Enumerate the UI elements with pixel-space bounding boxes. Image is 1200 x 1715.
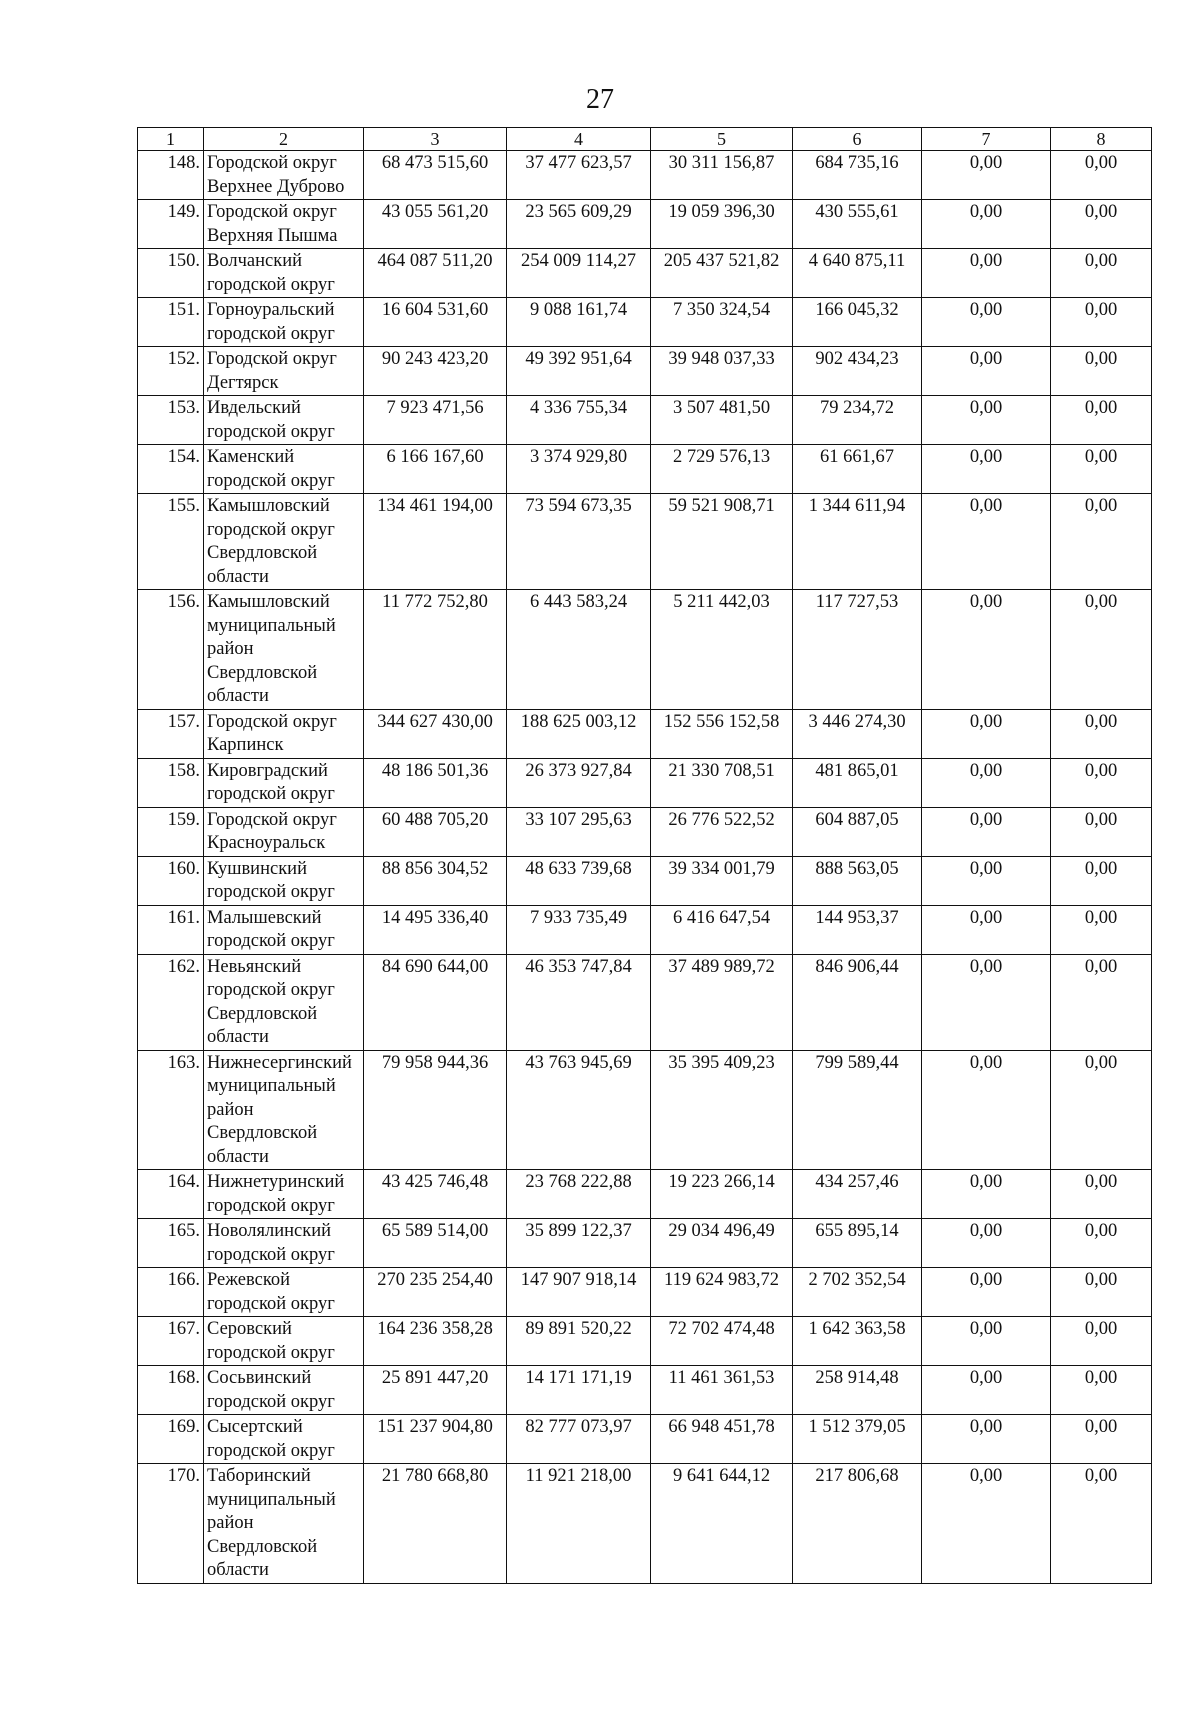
table-row [138,151,1152,200]
value-col-7: 0,00 [922,494,1051,590]
value-col-6: 61 661,67 [793,445,922,494]
page-number: 27 [586,84,614,115]
value-col-3: 48 186 501,36 [364,758,507,807]
value-col-5: 152 556 152,58 [651,709,793,758]
value-col-4: 49 392 951,64 [507,347,651,396]
value-col-4: 23 565 609,29 [507,200,651,249]
value-col-8: 0,00 [1051,1366,1152,1415]
value-col-4: 3 374 929,80 [507,445,651,494]
value-col-7: 0,00 [922,1170,1051,1219]
value-col-6: 2 702 352,54 [793,1268,922,1317]
value-col-8: 0,00 [1051,298,1152,347]
value-col-7: 0,00 [922,758,1051,807]
table-row [138,1366,1152,1415]
value-col-8: 0,00 [1051,347,1152,396]
row-number: 153. [138,396,204,445]
value-col-5: 19 059 396,30 [651,200,793,249]
row-number: 154. [138,445,204,494]
value-col-7: 0,00 [922,905,1051,954]
value-col-4: 89 891 520,22 [507,1317,651,1366]
value-col-4: 46 353 747,84 [507,954,651,1050]
value-col-6: 166 045,32 [793,298,922,347]
row-number: 167. [138,1317,204,1366]
value-col-7: 0,00 [922,1050,1051,1170]
value-col-8: 0,00 [1051,1415,1152,1464]
value-col-3: 79 958 944,36 [364,1050,507,1170]
municipality-name: Горноуральский городской округ [204,298,364,347]
row-number: 152. [138,347,204,396]
table-body [138,151,1152,1584]
table-row [138,445,1152,494]
value-col-6: 3 446 274,30 [793,709,922,758]
value-col-6: 902 434,23 [793,347,922,396]
municipality-name: Городской округ Дегтярск [204,347,364,396]
municipality-name: Режевской городской округ [204,1268,364,1317]
column-header: 2 [204,128,364,151]
value-col-8: 0,00 [1051,905,1152,954]
value-col-3: 88 856 304,52 [364,856,507,905]
value-col-8: 0,00 [1051,249,1152,298]
value-col-3: 134 461 194,00 [364,494,507,590]
row-number: 161. [138,905,204,954]
value-col-5: 37 489 989,72 [651,954,793,1050]
column-header: 1 [138,128,204,151]
row-number: 156. [138,590,204,710]
row-number: 149. [138,200,204,249]
value-col-6: 604 887,05 [793,807,922,856]
row-number: 148. [138,151,204,200]
value-col-3: 7 923 471,56 [364,396,507,445]
municipality-name: Новолялинский городской округ [204,1219,364,1268]
row-number: 155. [138,494,204,590]
value-col-7: 0,00 [922,856,1051,905]
value-col-4: 73 594 673,35 [507,494,651,590]
row-number: 170. [138,1464,204,1584]
value-col-4: 14 171 171,19 [507,1366,651,1415]
value-col-3: 16 604 531,60 [364,298,507,347]
value-col-6: 117 727,53 [793,590,922,710]
value-col-3: 344 627 430,00 [364,709,507,758]
value-col-5: 5 211 442,03 [651,590,793,710]
value-col-7: 0,00 [922,1219,1051,1268]
value-col-8: 0,00 [1051,1219,1152,1268]
value-col-3: 90 243 423,20 [364,347,507,396]
value-col-6: 1 512 379,05 [793,1415,922,1464]
table-row [138,1170,1152,1219]
value-col-7: 0,00 [922,249,1051,298]
column-header: 4 [507,128,651,151]
value-col-6: 217 806,68 [793,1464,922,1584]
table-row [138,856,1152,905]
value-col-4: 35 899 122,37 [507,1219,651,1268]
row-number: 168. [138,1366,204,1415]
value-col-3: 43 425 746,48 [364,1170,507,1219]
value-col-6: 888 563,05 [793,856,922,905]
value-col-7: 0,00 [922,200,1051,249]
municipality-name: Сысертский городской округ [204,1415,364,1464]
value-col-3: 11 772 752,80 [364,590,507,710]
value-col-3: 65 589 514,00 [364,1219,507,1268]
value-col-6: 430 555,61 [793,200,922,249]
municipality-name: Серовский городской округ [204,1317,364,1366]
table-row [138,396,1152,445]
value-col-4: 147 907 918,14 [507,1268,651,1317]
value-col-8: 0,00 [1051,590,1152,710]
value-col-8: 0,00 [1051,1464,1152,1584]
value-col-5: 39 948 037,33 [651,347,793,396]
value-col-4: 7 933 735,49 [507,905,651,954]
table-row [138,249,1152,298]
column-header: 5 [651,128,793,151]
municipality-name: Ивдельский городской округ [204,396,364,445]
value-col-8: 0,00 [1051,445,1152,494]
value-col-8: 0,00 [1051,954,1152,1050]
municipality-name: Нижнесергинский муниципальный район Свердловской области [204,1050,364,1170]
value-col-6: 258 914,48 [793,1366,922,1415]
column-header: 3 [364,128,507,151]
value-col-8: 0,00 [1051,856,1152,905]
value-col-5: 3 507 481,50 [651,396,793,445]
row-number: 162. [138,954,204,1050]
municipality-name: Городской округ Карпинск [204,709,364,758]
value-col-3: 14 495 336,40 [364,905,507,954]
value-col-4: 48 633 739,68 [507,856,651,905]
value-col-5: 21 330 708,51 [651,758,793,807]
value-col-3: 84 690 644,00 [364,954,507,1050]
value-col-5: 29 034 496,49 [651,1219,793,1268]
value-col-3: 43 055 561,20 [364,200,507,249]
value-col-5: 59 521 908,71 [651,494,793,590]
column-number-row [138,128,1152,151]
table-row [138,347,1152,396]
value-col-5: 9 641 644,12 [651,1464,793,1584]
value-col-3: 164 236 358,28 [364,1317,507,1366]
table-row [138,494,1152,590]
value-col-4: 254 009 114,27 [507,249,651,298]
value-col-3: 68 473 515,60 [364,151,507,200]
value-col-8: 0,00 [1051,151,1152,200]
value-col-5: 19 223 266,14 [651,1170,793,1219]
municipality-name: Каменский городской округ [204,445,364,494]
value-col-4: 23 768 222,88 [507,1170,651,1219]
value-col-7: 0,00 [922,954,1051,1050]
table-row [138,298,1152,347]
value-col-7: 0,00 [922,709,1051,758]
municipality-name: Невьянский городской округ Свердловской области [204,954,364,1050]
municipality-name: Волчанский городской округ [204,249,364,298]
value-col-5: 2 729 576,13 [651,445,793,494]
value-col-8: 0,00 [1051,1268,1152,1317]
value-col-5: 26 776 522,52 [651,807,793,856]
table-row [138,1317,1152,1366]
value-col-6: 79 234,72 [793,396,922,445]
value-col-3: 270 235 254,40 [364,1268,507,1317]
value-col-7: 0,00 [922,1317,1051,1366]
value-col-5: 6 416 647,54 [651,905,793,954]
value-col-7: 0,00 [922,807,1051,856]
municipality-name: Городской округ Верхнее Дуброво [204,151,364,200]
table-row [138,758,1152,807]
municipality-name: Камышловский муниципальный район Свердловской области [204,590,364,710]
municipality-name: Таборинский муниципальный район Свердловской области [204,1464,364,1584]
value-col-3: 464 087 511,20 [364,249,507,298]
value-col-3: 6 166 167,60 [364,445,507,494]
value-col-7: 0,00 [922,396,1051,445]
table-row [138,590,1152,710]
value-col-8: 0,00 [1051,200,1152,249]
value-col-6: 684 735,16 [793,151,922,200]
value-col-5: 30 311 156,87 [651,151,793,200]
value-col-8: 0,00 [1051,709,1152,758]
value-col-3: 21 780 668,80 [364,1464,507,1584]
value-col-6: 434 257,46 [793,1170,922,1219]
table-row [138,200,1152,249]
value-col-5: 11 461 361,53 [651,1366,793,1415]
value-col-5: 35 395 409,23 [651,1050,793,1170]
municipality-name: Кушвинский городской округ [204,856,364,905]
municipality-name: Нижнетуринский городской округ [204,1170,364,1219]
value-col-4: 11 921 218,00 [507,1464,651,1584]
value-col-7: 0,00 [922,1415,1051,1464]
value-col-8: 0,00 [1051,396,1152,445]
table-row [138,1415,1152,1464]
value-col-6: 799 589,44 [793,1050,922,1170]
table-row [138,954,1152,1050]
value-col-7: 0,00 [922,1464,1051,1584]
value-col-4: 188 625 003,12 [507,709,651,758]
value-col-5: 119 624 983,72 [651,1268,793,1317]
table-row [138,1050,1152,1170]
value-col-8: 0,00 [1051,1050,1152,1170]
value-col-7: 0,00 [922,590,1051,710]
value-col-7: 0,00 [922,445,1051,494]
value-col-8: 0,00 [1051,807,1152,856]
value-col-4: 43 763 945,69 [507,1050,651,1170]
value-col-4: 82 777 073,97 [507,1415,651,1464]
row-number: 159. [138,807,204,856]
value-col-3: 60 488 705,20 [364,807,507,856]
value-col-4: 37 477 623,57 [507,151,651,200]
row-number: 164. [138,1170,204,1219]
value-col-7: 0,00 [922,1268,1051,1317]
value-col-6: 481 865,01 [793,758,922,807]
value-col-5: 7 350 324,54 [651,298,793,347]
value-col-8: 0,00 [1051,494,1152,590]
row-number: 157. [138,709,204,758]
municipality-name: Городской округ Красноуральск [204,807,364,856]
value-col-8: 0,00 [1051,758,1152,807]
value-col-5: 39 334 001,79 [651,856,793,905]
table-row [138,1464,1152,1584]
value-col-8: 0,00 [1051,1170,1152,1219]
column-header: 7 [922,128,1051,151]
municipality-name: Кировградский городской округ [204,758,364,807]
municipality-name: Малышевский городской округ [204,905,364,954]
value-col-4: 6 443 583,24 [507,590,651,710]
value-col-5: 66 948 451,78 [651,1415,793,1464]
value-col-5: 72 702 474,48 [651,1317,793,1366]
table-row [138,1219,1152,1268]
value-col-6: 1 642 363,58 [793,1317,922,1366]
row-number: 163. [138,1050,204,1170]
value-col-7: 0,00 [922,151,1051,200]
table-row [138,807,1152,856]
value-col-8: 0,00 [1051,1317,1152,1366]
row-number: 150. [138,249,204,298]
column-header: 8 [1051,128,1152,151]
row-number: 165. [138,1219,204,1268]
value-col-6: 1 344 611,94 [793,494,922,590]
row-number: 169. [138,1415,204,1464]
value-col-5: 205 437 521,82 [651,249,793,298]
value-col-3: 151 237 904,80 [364,1415,507,1464]
value-col-4: 26 373 927,84 [507,758,651,807]
row-number: 160. [138,856,204,905]
table-row [138,709,1152,758]
value-col-7: 0,00 [922,298,1051,347]
table-row [138,1268,1152,1317]
row-number: 166. [138,1268,204,1317]
value-col-4: 4 336 755,34 [507,396,651,445]
row-number: 151. [138,298,204,347]
value-col-6: 846 906,44 [793,954,922,1050]
value-col-4: 33 107 295,63 [507,807,651,856]
budget-table [137,127,1152,1584]
value-col-7: 0,00 [922,1366,1051,1415]
table-row [138,905,1152,954]
column-header: 6 [793,128,922,151]
municipality-name: Камышловский городской округ Свердловской области [204,494,364,590]
municipality-name: Городской округ Верхняя Пышма [204,200,364,249]
value-col-3: 25 891 447,20 [364,1366,507,1415]
value-col-6: 4 640 875,11 [793,249,922,298]
municipality-name: Сосьвинский городской округ [204,1366,364,1415]
value-col-6: 144 953,37 [793,905,922,954]
value-col-7: 0,00 [922,347,1051,396]
row-number: 158. [138,758,204,807]
value-col-6: 655 895,14 [793,1219,922,1268]
value-col-4: 9 088 161,74 [507,298,651,347]
